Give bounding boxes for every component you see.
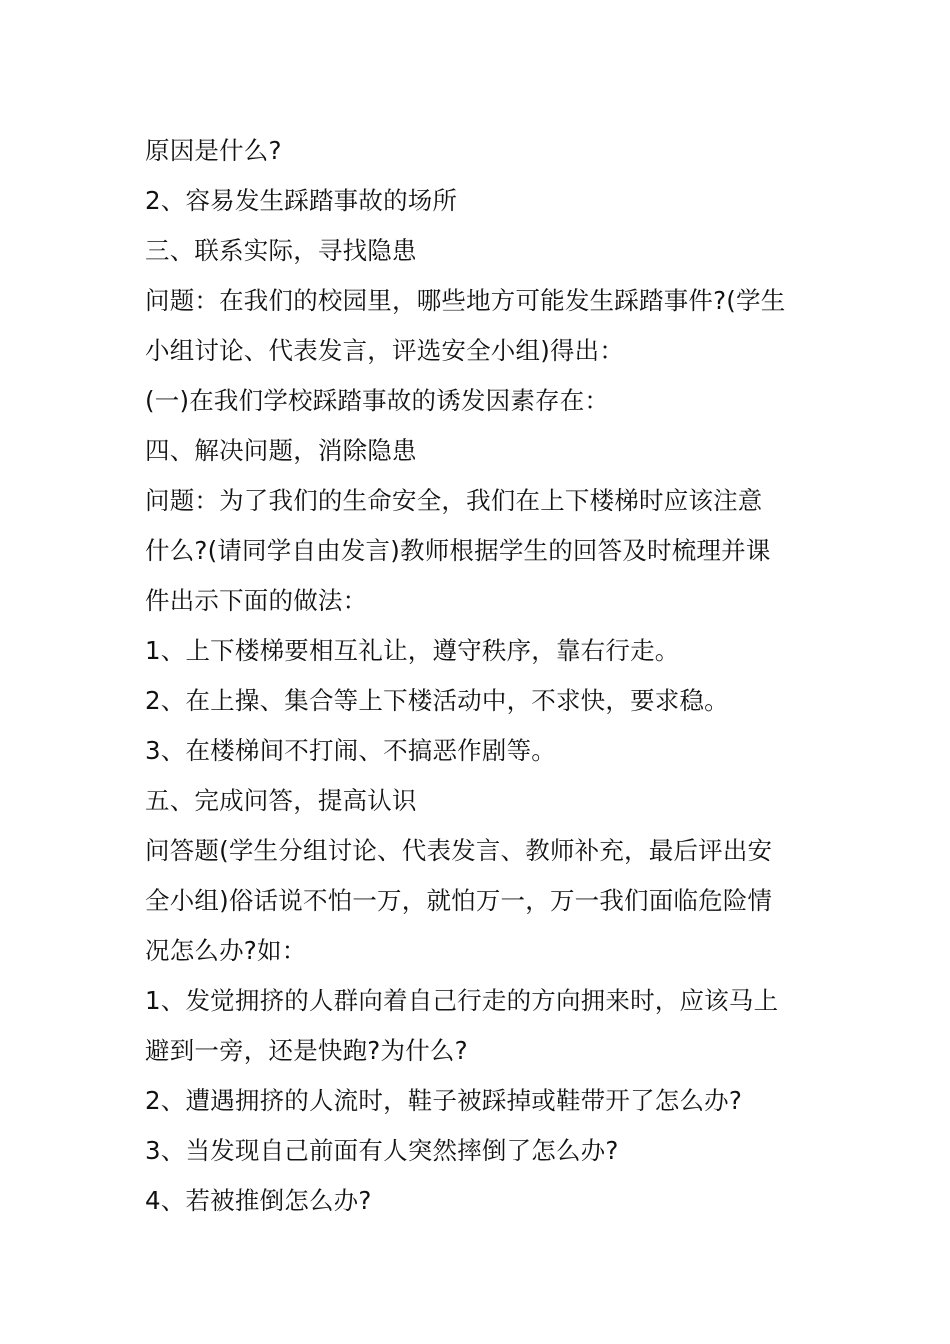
text-line-item-2-places: 2、容易发生踩踏事故的场所 [145,186,458,215]
list-item-stairs-3: 3、在楼梯间不打闹、不搞恶作剧等。 [145,736,556,765]
text-line-qa-intro-cont: 全小组)俗话说不怕一万，就怕万一，万一我们面临危险情 [145,886,773,915]
text-line-question-stairs-end: 件出示下面的做法： [145,586,368,615]
section-heading-5: 五、完成问答，提高认识 [145,786,417,815]
list-item-qa-4: 4、若被推倒怎么办? [145,1186,372,1215]
text-line-question-stairs: 问题：为了我们的生命安全，我们在上下楼梯时应该注意 [145,486,763,515]
text-line-qa-intro: 问答题(学生分组讨论、代表发言、教师补充，最后评出安 [145,836,773,865]
text-line-qa-intro-end: 况怎么办?如： [145,936,307,965]
list-item-qa-3: 3、当发现自己前面有人突然摔倒了怎么办? [145,1136,619,1165]
list-item-stairs-2: 2、在上操、集合等上下楼活动中，不求快，要求稳。 [145,686,729,715]
text-line-question-stairs-cont: 什么?(请同学自由发言)教师根据学生的回答及时梳理并课 [145,536,771,565]
section-heading-4: 四、解决问题，消除隐患 [145,436,417,465]
text-line-question-campus: 问题：在我们的校园里，哪些地方可能发生踩踏事件?(学生 [145,286,786,315]
list-item-stairs-1: 1、上下楼梯要相互礼让，遵守秩序，靠右行走。 [145,636,680,665]
list-item-qa-1: 1、发觉拥挤的人群向着自己行走的方向拥来时，应该马上 [145,986,779,1015]
list-item-qa-2: 2、遭遇拥挤的人流时，鞋子被踩掉或鞋带开了怎么办? [145,1086,743,1115]
document-body [145,126,810,1226]
text-line-question-campus-cont: 小组讨论、代表发言，评选安全小组)得出： [145,336,625,365]
text-line-question-continuation: 原因是什么? [145,136,282,165]
list-item-qa-1-cont: 避到一旁，还是快跑?为什么? [145,1036,468,1065]
text-line-subsection-1: (一)在我们学校踩踏事故的诱发因素存在： [145,386,610,415]
section-heading-3: 三、联系实际，寻找隐患 [145,236,417,265]
